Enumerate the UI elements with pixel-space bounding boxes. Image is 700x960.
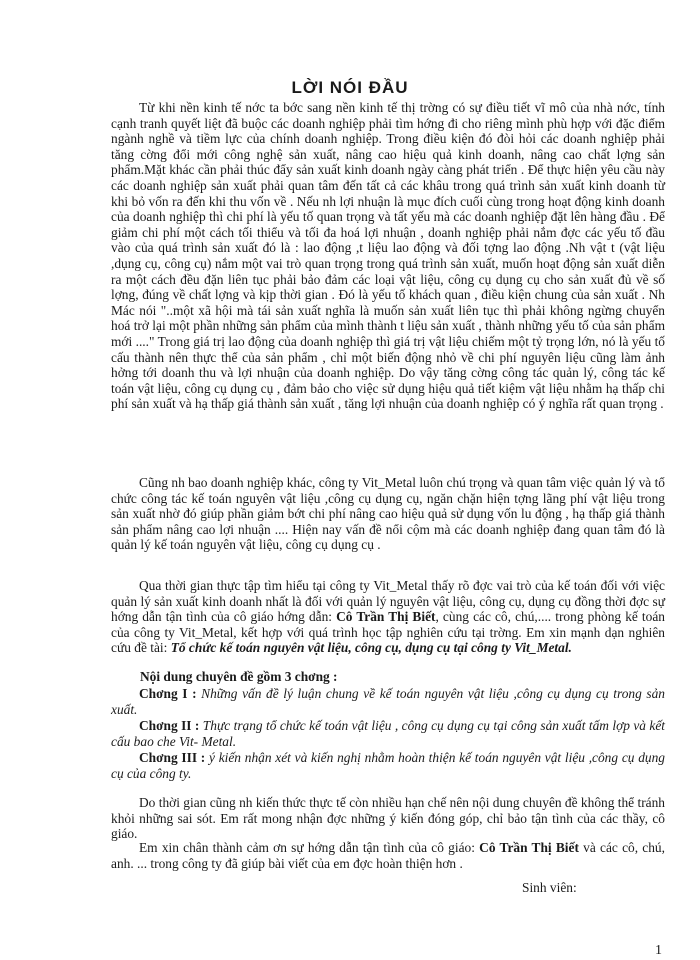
thesis-topic: Tổ chức kế toán nguyên vật liệu, công cụ, dụng cụ tại công ty Vit_Metal. bbox=[170, 640, 572, 656]
thanks-text: Em xin chân thành cảm ơn sự hớng dẫn tận tình của cô giáo: bbox=[139, 840, 475, 855]
paragraph-limitations: Do thời gian cũng nh kiến thức thực tế còn nhiều hạn chế nên nội dung chuyên đề không thể tránh khỏi những sai sót. Em rất mong nhận đợc những ý kiến đóng góp, chỉ bảo tận tình của các thầy, cô giáo. bbox=[111, 795, 665, 842]
chapter-2 bbox=[111, 718, 665, 749]
student-signature-label: Sinh viên: bbox=[522, 880, 577, 895]
chapter-label: Chơng III : bbox=[139, 750, 206, 765]
page-number: 1 bbox=[655, 943, 662, 958]
paragraph-thanks bbox=[111, 840, 665, 871]
paragraph-introduction: Từ khi nền kinh tế nớc ta bớc sang nền kinh tế thị trờng có sự điều tiết vĩ mô của nhà nớc, tính cạnh tranh quyết liệt đã buộc các doanh nghiệp phải tìm hớng đi cho riêng mình phù hợp với đặc điểm ngành nghề và tiềm lực của chính doanh nghiệp. Trong điều kiện đó đòi hỏi các doanh nghiệp phải tăng cờng đổi mới công nghệ sản xuất, nâng cao hiệu quả kinh doanh, nâng cao chất lợng sản phẩm.Mặt khác cần phải thúc đẩy sản xuất kinh doanh ngày càng phát triển . Để thực hiện yêu cầu này các doanh nghiệp sản xuất phải quan tâm đến tất cả các khâu trong quá trình sản xuất kinh doanh từ khi bỏ vốn ra đến khi thu vốn về . Nếu nh lợi nhuận là mục đích cuối cùng trong hoạt động kinh doanh của doanh nghiệp thì chi phí là yếu tố quan trọng và tất yếu mà các doanh nghiệp đặt lên hàng đầu . Để giảm chi phí một cách tối thiểu và tối đa hoá lợi nhuận , doanh nghiệp phải nắm đợc các yếu tố đầu vào của quá trình sản xuất đó là : lao động ,t liệu lao động và đối tợng lao động .Nh vật t (vật liệu ,dụng cụ, công cụ) nắm một vai trò quan trọng trong quá trình sản xuất, muốn hoạt động sản xuất diễn ra một cách đều đặn liên tục phải bảo đảm các loại vật liệu, công cụ dụng cụ cho sản xuất đủ về số lợng, đúng về chất lợng và kịp thời gian . Đó là yếu tố khách quan , điều kiện chung của sản xuất . Nh Mác nói "..một xã hội mà tái sản xuất nghĩa là muốn sản xuất liên tục thì phải không ngừng chuyển hoá trở lại một phần những sản phẩm của mình thành t liệu sản xuất , thành những yếu tố của sản phẩm mới ...." Trong giá trị lao động của doanh nghiệp thì giá trị vật liệu chiếm một tỷ trọng lớn, nó là yếu tố cấu thành nên thực thể của sản phẩm , chỉ một biến động nhỏ về chi phí nguyên liệu cũng làm ảnh hởng tới doanh thu và lợi nhuận của doanh nghiệp. Do vậy tăng cờng công tác quản lý, công tác kế toán vật liệu, công cụ dụng cụ , đảm bảo cho việc sử dụng hiệu quả tiết kiệm vật liệu nhằm hạ thấp chi phí sản xuất và hạ thấp giá thành sản xuất , tăng lợi nhuận của doanh nghiệp có ý nghĩa rất quan trọng . bbox=[111, 100, 665, 412]
chapter-1 bbox=[111, 686, 665, 717]
internship-text: Qua thời gian thực tập tìm hiểu tại công ty Vit_Metal thấy rõ đợc vai trò của kế toán đối với việc quản lý sản xuất kinh doanh nhất là đối với quản lý nguyên vật liệu, công cụ, dụng cụ đồng thời đợc sự hớng dẫn tận tình của cô giáo hớng dẫn: bbox=[111, 578, 665, 625]
chapter-title: Những vấn đề lý luận chung về kế toán nguyên vật liệu ,công cụ dụng cụ trong sản xuất. bbox=[111, 686, 665, 717]
chapter-label: Chơng I : bbox=[139, 686, 197, 701]
paragraph-company: Cũng nh bao doanh nghiệp khác, công ty Vit_Metal luôn chú trọng và quan tâm việc quản lý và tổ chức công tác kế toán nguyên vật liệu ,công cụ dụng cụ, ngăn chặn hiện tợng lãng phí vật liệu trong sản xuất nhờ đó giúp phần giảm bớt chi phí nâng cao hiệu quả sử dụng vốn lu động , hạ thấp giá thành sản phẩm nâng cao lợi nhuận .... Hiện nay vấn đề nổi cộm mà các doanh nghiệp đang quan tâm đó là quản lý kế toán nguyên vật liệu, công cụ dụng cụ . bbox=[111, 475, 665, 553]
chapter-3 bbox=[111, 750, 665, 781]
paragraph-internship bbox=[111, 578, 665, 656]
chapter-title: ý kiến nhận xét và kiến nghị nhằm hoàn thiện kế toán nguyên vật liệu ,công cụ dụng cụ của công ty. bbox=[111, 750, 665, 781]
teacher-name: Cô Trần Thị Biết bbox=[479, 840, 579, 855]
contents-heading: Nội dung chuyên đề gồm 3 chơng : bbox=[140, 669, 338, 684]
internship-text-continued: , cùng các cô, chú,.... trong phòng kế toán của công ty Vit_Metal, kết hợp với quá trình học tập nghiên cứu tại trờng. Em xin mạnh dạn nghiên cứu đề tài: bbox=[111, 609, 665, 656]
chapter-title: Thực trạng tổ chức kế toán vật liệu , công cụ dụng cụ tại công sản xuất tấm lợp và kết cấu bao che Vit- Metal. bbox=[111, 718, 665, 749]
thanks-text-continued: và các cô, chú, anh. ... trong công ty đã giúp bài viết của em đợc hoàn thiện hơn . bbox=[111, 840, 665, 871]
teacher-name: Cô Trần Thị Biết bbox=[336, 609, 436, 625]
chapter-label: Chơng II : bbox=[139, 718, 200, 733]
page-title: LỜI NÓI ĐẦU bbox=[291, 78, 409, 97]
